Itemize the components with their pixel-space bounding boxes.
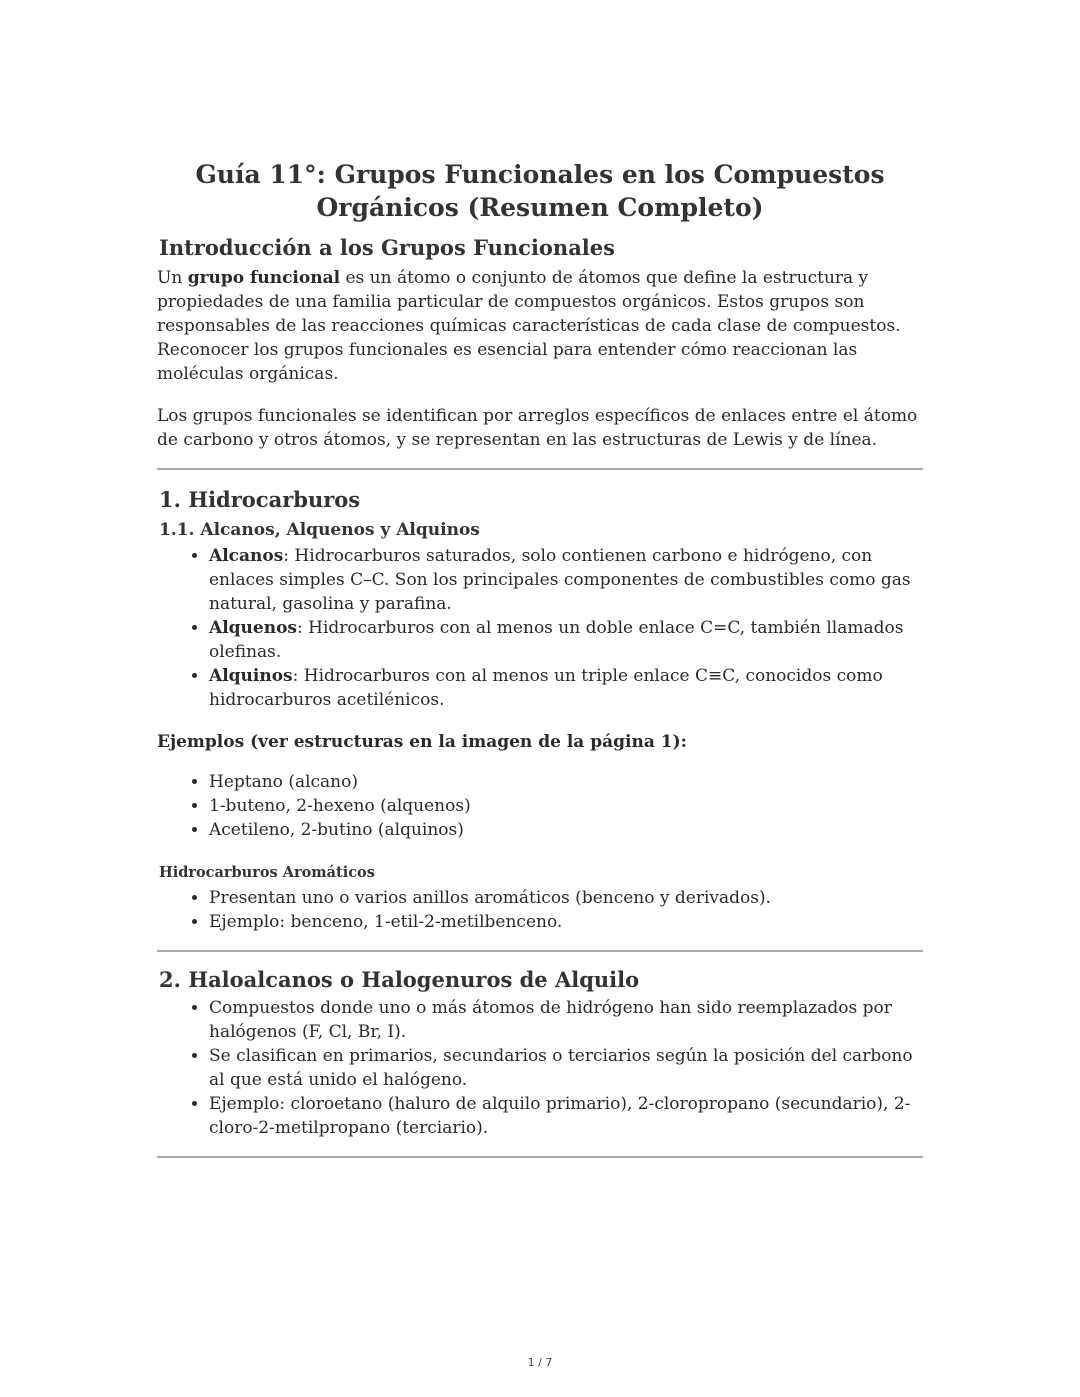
text-run: : Hidrocarburos con al menos un doble enlace C=C, también llamados olefinas. xyxy=(209,618,904,662)
section-divider xyxy=(157,950,923,952)
list-item: • Compuestos donde uno o más átomos de hidrógeno han sido reemplazados por halógenos (F, Cl, Br, I). xyxy=(209,996,923,1044)
intro-heading: Introducción a los Grupos Funcionales xyxy=(159,235,615,260)
list-item: • Acetileno, 2-butino (alquinos) xyxy=(209,818,923,842)
bold-term: Alquinos xyxy=(209,666,293,686)
list-item xyxy=(209,616,923,664)
section-divider xyxy=(157,468,923,470)
text-run: : Hidrocarburos con al menos un triple enlace C≡C, conocidos como hidrocarburos acetilénicos. xyxy=(209,666,883,710)
section-1-heading: 1. Hidrocarburos xyxy=(159,487,361,512)
intro-paragraph-1 xyxy=(157,266,923,386)
list-item: • Presentan uno o varios anillos aromáticos (benceno y derivados). xyxy=(209,886,923,910)
aromatic-list xyxy=(157,886,923,934)
list-item: • Heptano (alcano) xyxy=(209,770,923,794)
list-item: • 1-buteno, 2-hexeno (alquenos) xyxy=(209,794,923,818)
section-1-1-heading: 1.1. Alcanos, Alquenos y Alquinos xyxy=(159,520,480,540)
hydrocarbon-types-list xyxy=(157,544,923,712)
haloalkanes-list xyxy=(157,996,923,1140)
bold-term: Alquenos xyxy=(209,618,297,638)
page-number: 1 / 7 xyxy=(527,1356,553,1369)
examples-label: Ejemplos (ver estructuras en la imagen de la página 1): xyxy=(157,732,687,752)
text-run: Un xyxy=(157,268,188,288)
bold-term: grupo funcional xyxy=(187,268,341,288)
examples-list xyxy=(157,770,923,842)
list-item: • Ejemplo: benceno, 1-etil-2-metilbenceno. xyxy=(209,910,923,934)
text-run: : Hidrocarburos saturados, solo contienen carbono e hidrógeno, con enlaces simples C–C. Son los principales componentes de combustibles como gas natural, gasolina y parafina. xyxy=(209,546,911,614)
bold-term: Alcanos xyxy=(209,546,284,566)
section-divider xyxy=(157,1156,923,1158)
document-page xyxy=(157,158,923,1158)
list-item: • Ejemplo: cloroetano (haluro de alquilo primario), 2-cloropropano (secundario), 2-cloro-2-metilpropano (terciario). xyxy=(209,1092,923,1140)
document-title: Guía 11°: Grupos Funcionales en los Compuestos Orgánicos (Resumen Completo) xyxy=(195,160,885,222)
list-item xyxy=(209,544,923,616)
section-2-heading: 2. Haloalcanos o Halogenuros de Alquilo xyxy=(159,967,640,992)
list-item: • Se clasifican en primarios, secundarios o terciarios según la posición del carbono al que está unido el halógeno. xyxy=(209,1044,923,1092)
text-run: es un átomo o conjunto de átomos que define la estructura y propiedades de una familia particular de compuestos orgánicos. Estos grupos son responsables de las reacciones químicas características de cada clase de compuestos. Reconocer los grupos funcionales es esencial para entender cómo reaccionan las moléculas orgánicas. xyxy=(157,268,901,384)
aromatic-heading: Hidrocarburos Aromáticos xyxy=(159,864,375,881)
list-item xyxy=(209,664,923,712)
intro-paragraph-2: Los grupos funcionales se identifican por arreglos específicos de enlaces entre el átomo de carbono y otros átomos, y se representan en las estructuras de Lewis y de línea. xyxy=(157,406,918,450)
